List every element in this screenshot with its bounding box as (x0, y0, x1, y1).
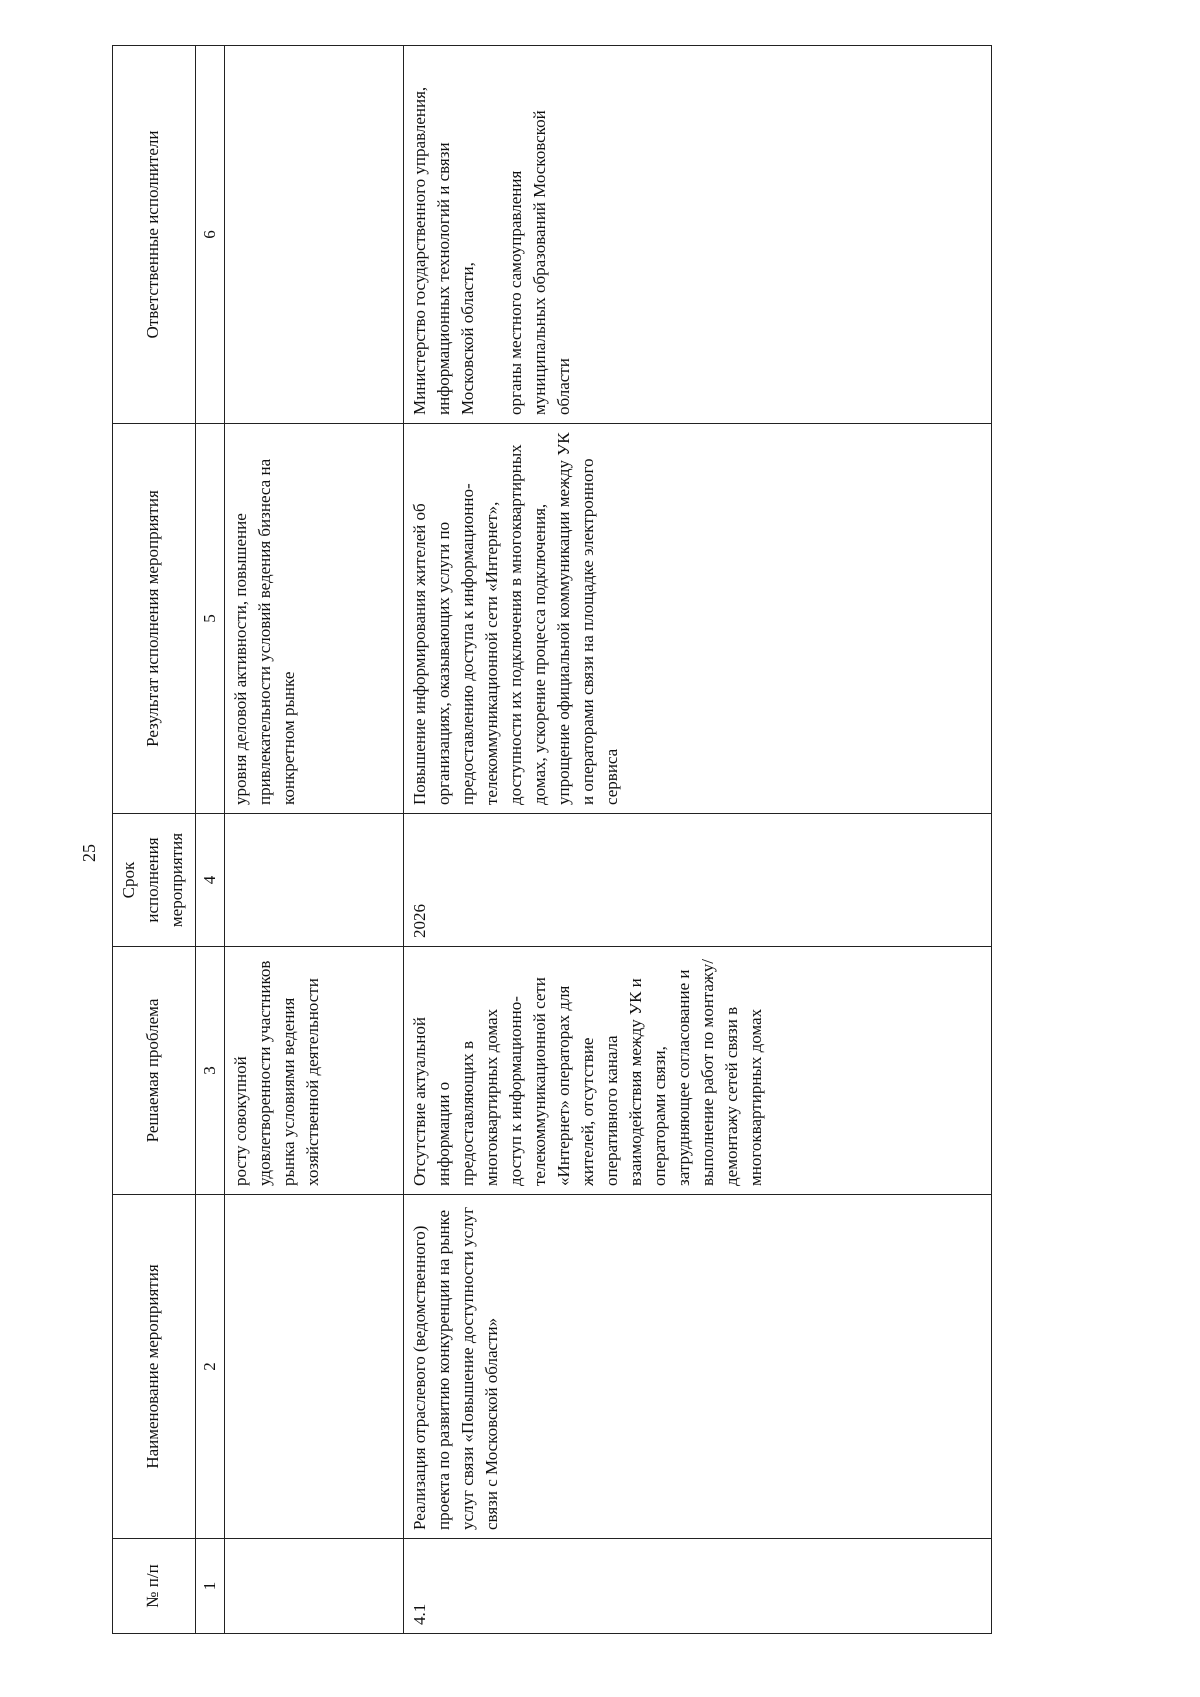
column-number: 1 (196, 1539, 225, 1634)
cell-name (225, 1195, 404, 1539)
cell-executors: Министерство государственного управления, информационных технологий и связи Московской области, органы местного самоуправления муниципальных образований Московской области (404, 46, 992, 424)
table-row-continuation (225, 46, 404, 1634)
header-deadline: Срок исполнения мероприятия (113, 814, 196, 947)
header-num: № п/п (113, 1539, 196, 1634)
column-number: 5 (196, 424, 225, 814)
cell-problem: росту совокупной удовлетворенности участников рынка условиями ведения хозяйственной деятельности (225, 947, 404, 1195)
table-header-row (113, 46, 196, 1634)
cell-deadline: 2026 (404, 814, 992, 947)
table-row-4-1 (404, 46, 992, 1634)
column-number: 4 (196, 814, 225, 947)
header-problem: Решаемая проблема (113, 947, 196, 1195)
page-number: 25 (79, 844, 99, 862)
measures-table (112, 45, 992, 1634)
column-number: 3 (196, 947, 225, 1195)
cell-deadline (225, 814, 404, 947)
header-result: Результат исполнения мероприятия (113, 424, 196, 814)
cell-name: Реализация отраслевого (ведомственного) проекта по развитию конкуренции на рынке услуг связи «Повышение доступности услуг связи с Московской области» (404, 1195, 992, 1539)
header-executors: Ответственные исполнители (113, 46, 196, 424)
cell-num (225, 1539, 404, 1634)
cell-problem: Отсутствие актуальной информации о предоставляющих в многоквартирных домах доступ к информационно-телекоммуникационной сети «Интернет» операторах для жителей, отсутствие оперативного канала взаимодействия между УК и операторами связи, затрудняющее согласование и выполнение работ по монтажу/демонтажу сетей связи в многоквартирных домах (404, 947, 992, 1195)
cell-result: уровня деловой активности, повышение привлекательности условий ведения бизнеса на конкретном рынке (225, 424, 404, 814)
cell-result: Повышение информирования жителей об организациях, оказывающих услуги по предоставлению доступа к информационно-телекоммуникационной сети «Интернет», доступности их подключения в многоквартирных домах, ускорение процесса подключения, упрощение официальной коммуникации между УК и операторами связи на площадке электронного сервиса (404, 424, 992, 814)
column-number-row (196, 46, 225, 1634)
rotated-table-sheet (112, 46, 992, 1634)
header-name: Наименование мероприятия (113, 1195, 196, 1539)
cell-executors (225, 46, 404, 424)
cell-num: 4.1 (404, 1539, 992, 1634)
column-number: 2 (196, 1195, 225, 1539)
column-number: 6 (196, 46, 225, 424)
